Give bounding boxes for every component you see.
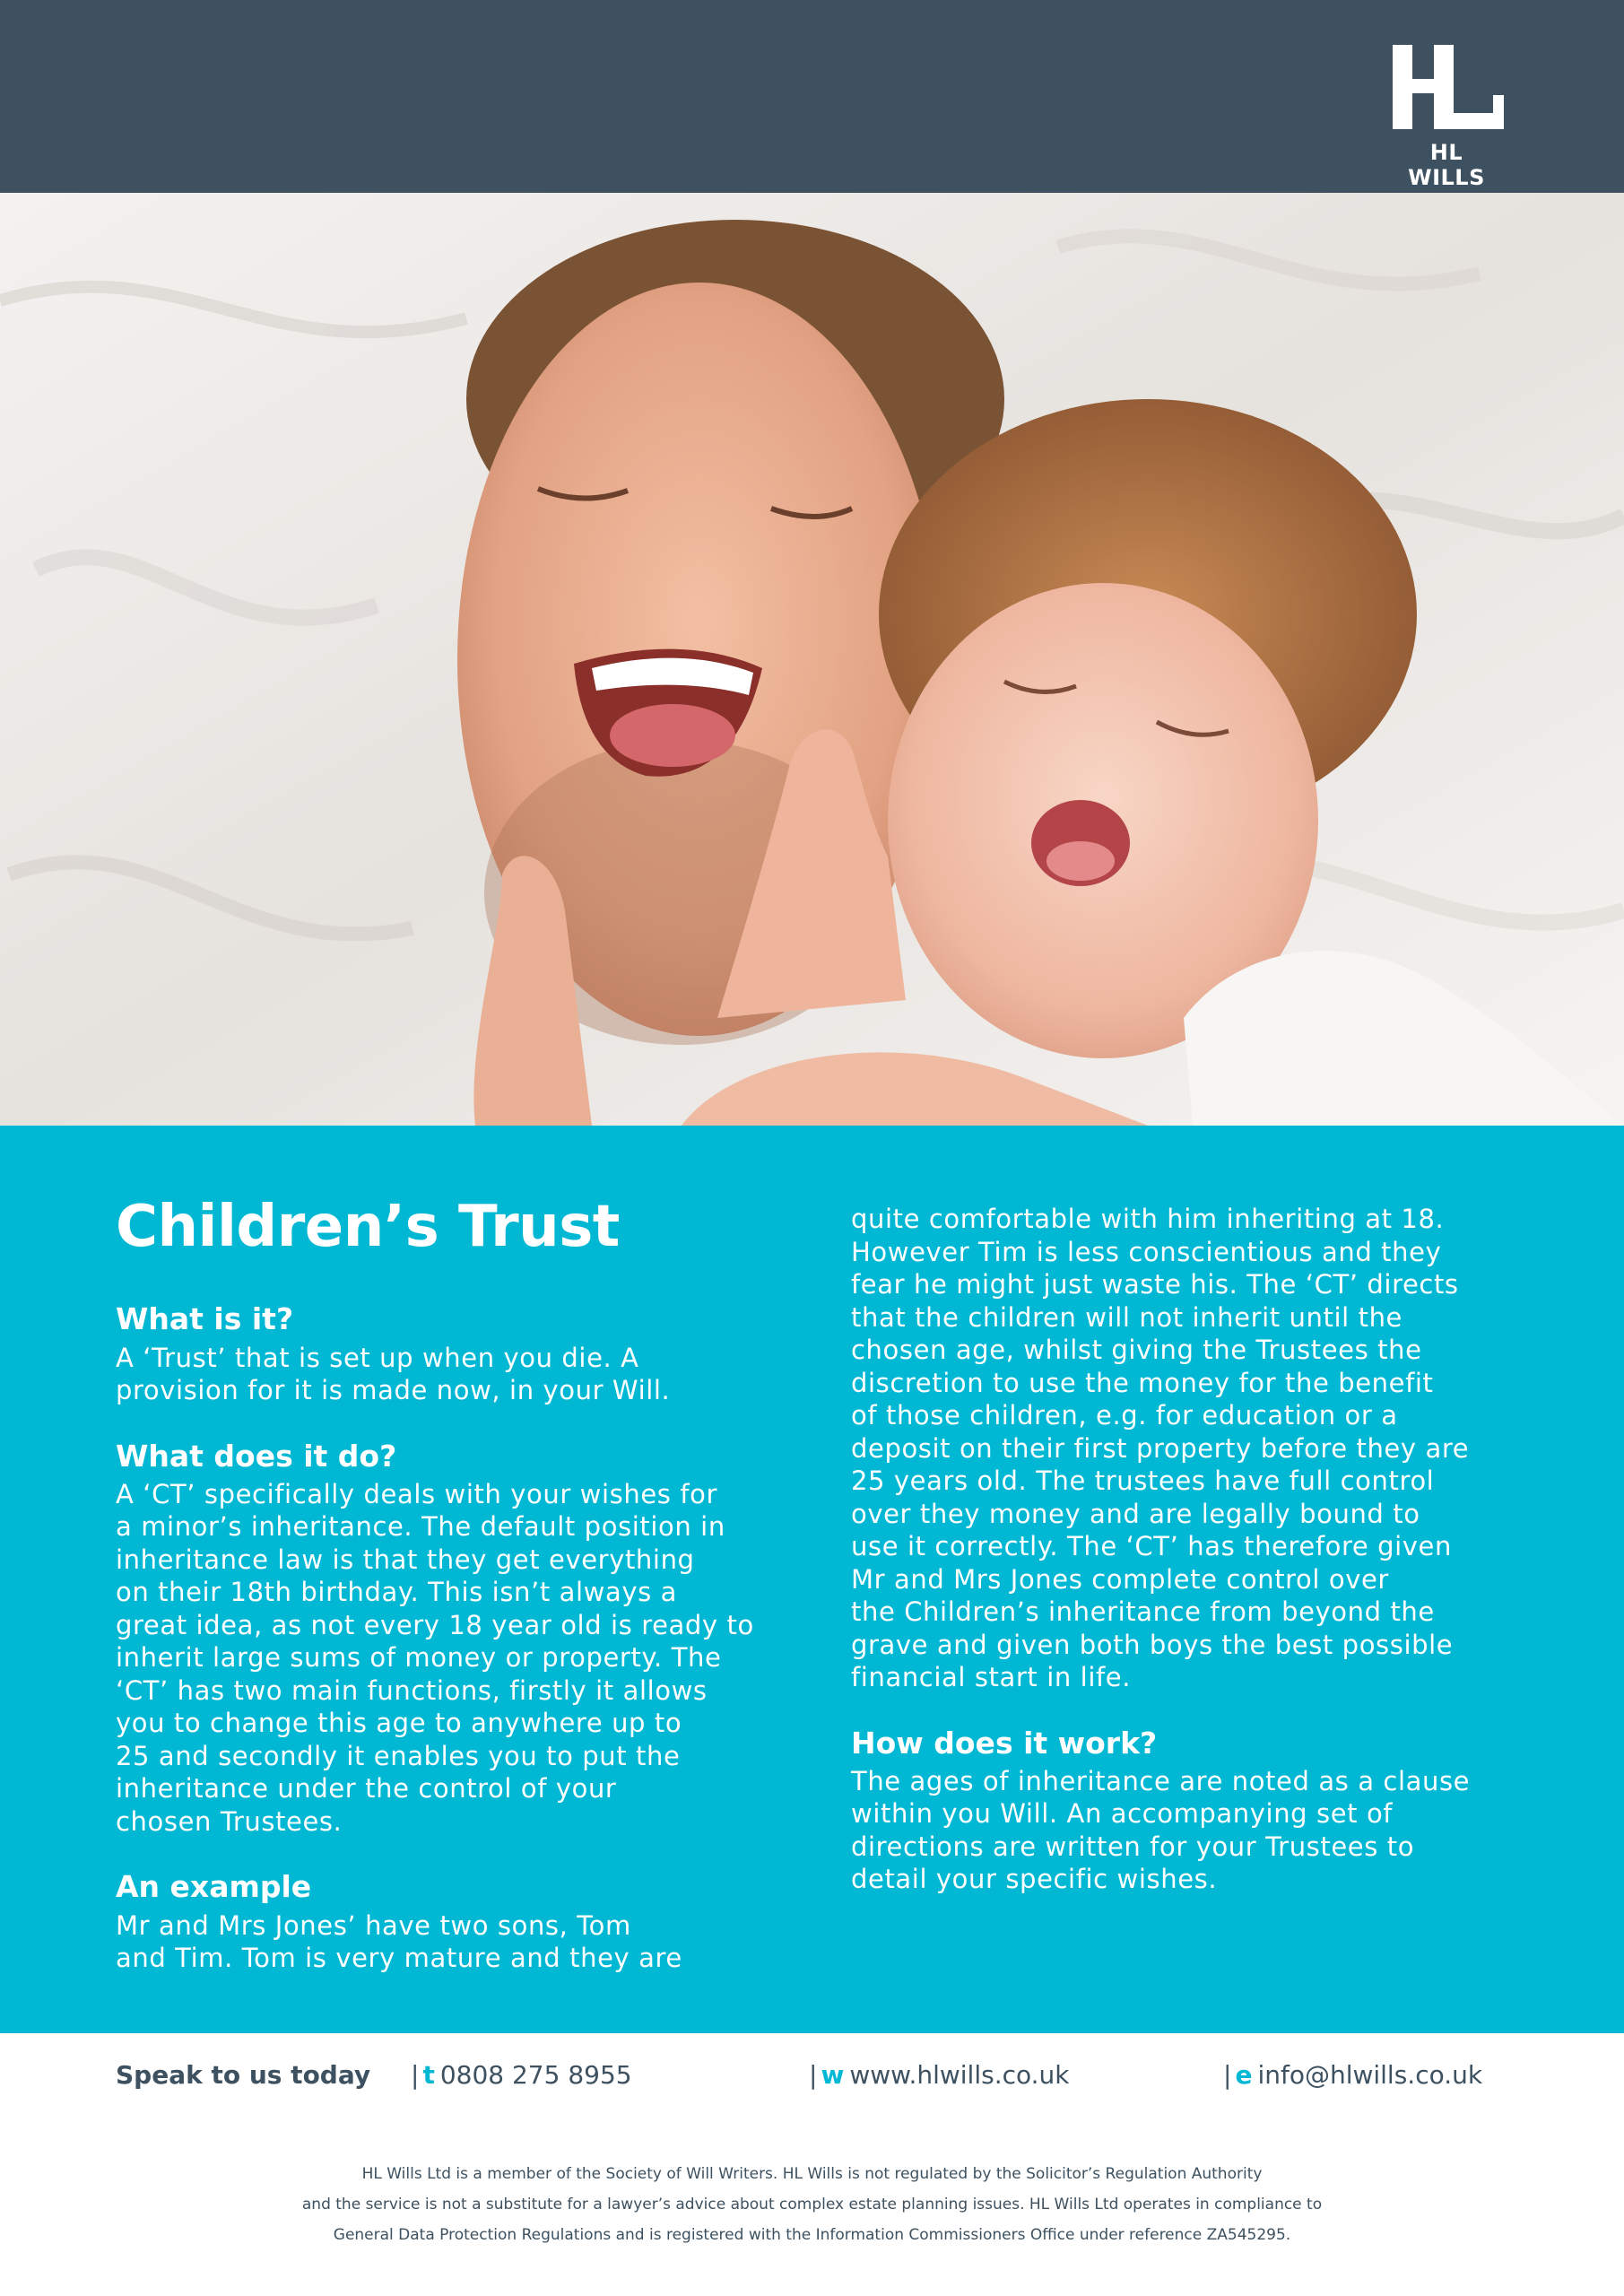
text-line: The ages of inheritance are noted as a clause bbox=[851, 1765, 1471, 1796]
heading-what-does-it-do: What does it do? bbox=[116, 1438, 397, 1474]
right-column bbox=[851, 1203, 1533, 1896]
paragraph-an-example-continued bbox=[851, 1203, 1533, 1694]
father-and-toddler-laughing-photo bbox=[0, 193, 1624, 1126]
text-line: a minor’s inheritance. The default position in bbox=[116, 1511, 725, 1543]
spacer bbox=[116, 1838, 797, 1871]
heading-how-does-it-work: How does it work? bbox=[851, 1725, 1158, 1761]
legal-disclaimer bbox=[179, 2159, 1445, 2250]
text-line: Mr and Mrs Jones’ have two sons, Tom bbox=[116, 1909, 631, 1941]
text-line: that the children will not inherit until the bbox=[851, 1301, 1403, 1333]
separator: | bbox=[809, 2060, 818, 2090]
paragraph-how-does-it-work bbox=[851, 1765, 1533, 1896]
text-line: great idea, as not every 18 year old is ready to bbox=[116, 1609, 754, 1640]
text-line: ‘CT’ has two main functions, firstly it allows bbox=[116, 1674, 708, 1706]
text-line: A ‘CT’ specifically deals with your wishes for bbox=[116, 1478, 717, 1509]
paragraph-what-does-it-do bbox=[116, 1478, 797, 1839]
left-column bbox=[116, 1196, 797, 1975]
page-title: Children’s Trust bbox=[116, 1194, 620, 1260]
hero-photo bbox=[0, 193, 1624, 1126]
text-line: Mr and Mrs Jones complete control over bbox=[851, 1563, 1389, 1595]
text-line: grave and given both boys the best possible bbox=[851, 1629, 1454, 1660]
heading-an-example: An example bbox=[116, 1869, 312, 1905]
spacer bbox=[116, 1407, 797, 1440]
text-line: provision for it is made now, in your Will. bbox=[116, 1375, 671, 1406]
paragraph-what-is-it bbox=[116, 1342, 797, 1407]
text-line: 25 and secondly it enables you to put the bbox=[116, 1740, 681, 1771]
paragraph-an-example bbox=[116, 1909, 797, 1975]
spacer bbox=[851, 1694, 1533, 1727]
website-link[interactable]: www.hlwills.co.uk bbox=[849, 2060, 1070, 2090]
text-line: detail your specific wishes. bbox=[851, 1864, 1218, 1895]
disclaimer-line: HL Wills Ltd is a member of the Society of Will Writers. HL Wills is not regulated by the Solicitor’s Regulation Authority bbox=[361, 2165, 1263, 2183]
phone-key: t bbox=[422, 2060, 435, 2090]
text-line: A ‘Trust’ that is set up when you die. A bbox=[116, 1342, 639, 1373]
text-line: inheritance under the control of your bbox=[116, 1773, 617, 1805]
email-link[interactable]: info@hlwills.co.uk bbox=[1257, 2060, 1483, 2090]
separator: | bbox=[1223, 2060, 1232, 2090]
header-banner bbox=[0, 0, 1624, 193]
text-line: directions are written for your Trustees to bbox=[851, 1831, 1415, 1862]
text-line: inherit large sums of money or property. The bbox=[116, 1642, 722, 1674]
text-line: over they money and are legally bound to bbox=[851, 1498, 1420, 1529]
contact-bar bbox=[0, 2033, 1624, 2132]
text-line: on their 18th birthday. This isn’t always a bbox=[116, 1577, 677, 1608]
text-line: inheritance law is that they get everything bbox=[116, 1544, 695, 1575]
text-line: within you Will. An accompanying set of bbox=[851, 1798, 1394, 1830]
text-line: quite comfortable with him inheriting at 18. bbox=[851, 1204, 1445, 1234]
brand-name: HL WILLS bbox=[1408, 140, 1485, 190]
contact-web[interactable] bbox=[809, 2060, 1070, 2090]
text-line: you to change this age to anywhere up to bbox=[116, 1708, 682, 1739]
text-line: 25 years old. The trustees have full control bbox=[851, 1465, 1435, 1496]
heading-what-is-it: What is it? bbox=[116, 1301, 294, 1337]
separator: | bbox=[411, 2060, 420, 2090]
text-line: financial start in life. bbox=[851, 1662, 1132, 1692]
speak-to-us-label: Speak to us today bbox=[116, 2060, 371, 2090]
disclaimer-line: General Data Protection Regulations and is registered with the Information Commissioners Office under reference ZA545295. bbox=[333, 2226, 1291, 2244]
text-line: and Tim. Tom is very mature and they are bbox=[116, 1943, 682, 1974]
text-line: use it correctly. The ‘CT’ has therefore given bbox=[851, 1531, 1452, 1561]
phone-number[interactable]: 0808 275 8955 bbox=[439, 2060, 632, 2090]
text-line: discretion to use the money for the benefit bbox=[851, 1367, 1434, 1398]
content-section bbox=[0, 1126, 1624, 2033]
text-line: However Tim is less conscientious and they bbox=[851, 1236, 1442, 1267]
text-line: of those children, e.g. for education or a bbox=[851, 1400, 1398, 1431]
hl-monogram-icon bbox=[1393, 43, 1509, 133]
hl-wills-logo[interactable] bbox=[1388, 43, 1505, 190]
text-line: chosen age, whilst giving the Trustees the bbox=[851, 1335, 1422, 1365]
web-key: w bbox=[821, 2060, 845, 2090]
disclaimer-line: and the service is not a substitute for a lawyer’s advice about complex estate planning issues. HL Wills Ltd operates in compliance to bbox=[301, 2196, 1323, 2213]
text-line: fear he might just waste his. The ‘CT’ directs bbox=[851, 1269, 1459, 1300]
text-line: chosen Trustees. bbox=[116, 1805, 343, 1837]
text-line: the Children’s inheritance from beyond the bbox=[851, 1596, 1435, 1627]
contact-phone[interactable] bbox=[411, 2060, 632, 2090]
email-key: e bbox=[1235, 2060, 1253, 2090]
contact-email[interactable] bbox=[1223, 2060, 1482, 2090]
text-line: deposit on their first property before they are bbox=[851, 1432, 1470, 1464]
